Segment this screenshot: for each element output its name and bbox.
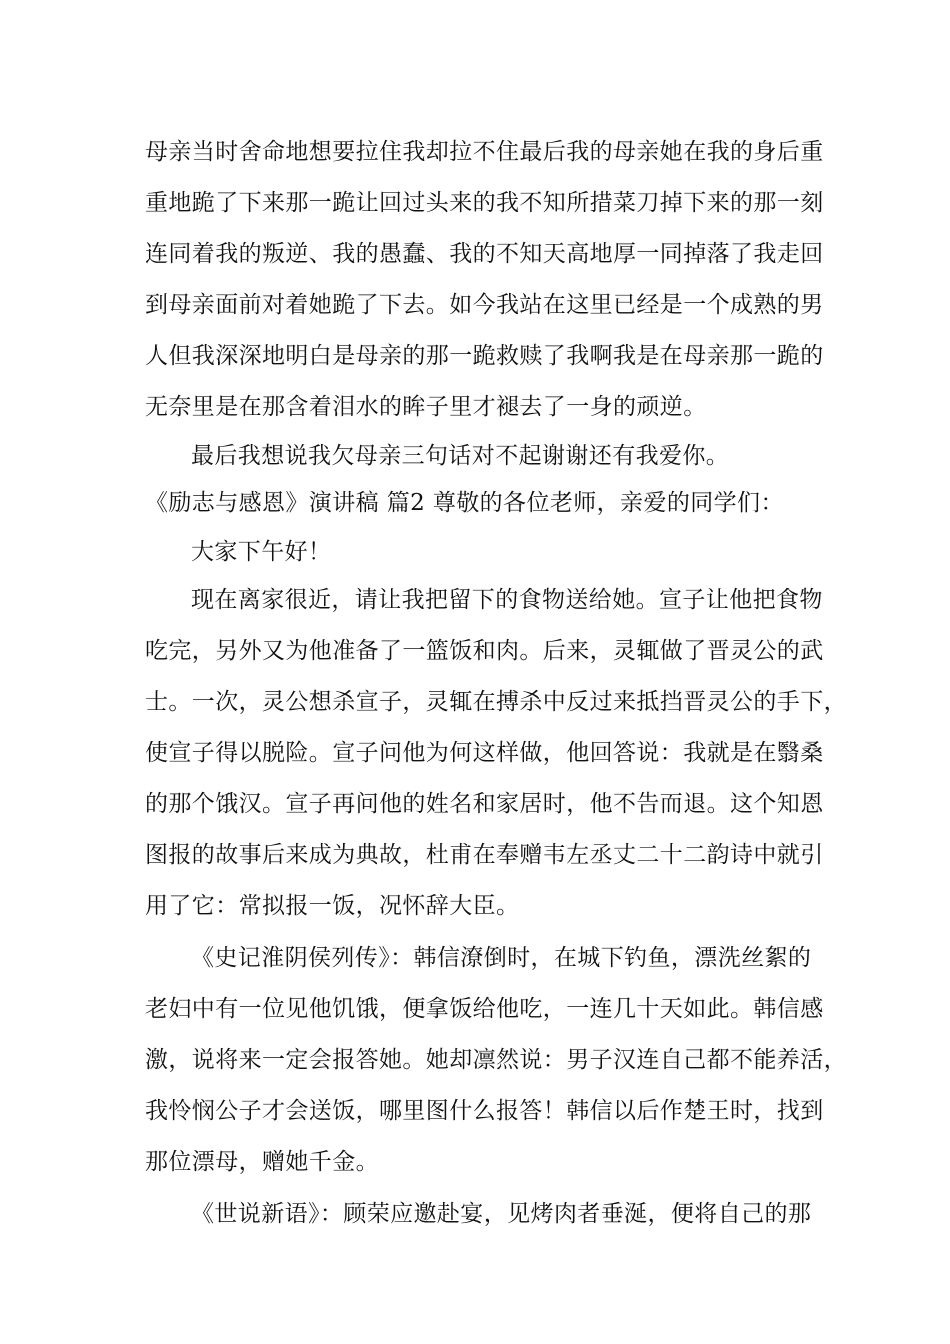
text-line: 无奈里是在那含着泪水的眸子里才褪去了一身的顽逆。	[145, 394, 707, 420]
text-line: 《世说新语》：顾荣应邀赴宴，见烤肉者垂涎，便将自己的那	[191, 1201, 812, 1227]
text-line: 到母亲面前对着她跪了下去。如今我站在这里已经是一个成熟的男	[145, 292, 824, 318]
text-line: 老妇中有一位见他饥饿，便拿饭给他吃，一连几十天如此。韩信感	[145, 996, 824, 1022]
text-line: 连同着我的叛逆、我的愚蠢、我的不知天高地厚一同掉落了我走回	[145, 241, 824, 267]
text-line: 那位漂母，赠她千金。	[145, 1149, 379, 1175]
text-line: 激，说将来一定会报答她。她却凛然说：男子汉连自己都不能养活，	[145, 1047, 847, 1073]
section-heading-line: 《励志与感恩》演讲稿 篇2 尊敬的各位老师，亲爱的同学们：	[145, 490, 784, 516]
text-line: 我怜悯公子才会送饭，哪里图什么报答！韩信以后作楚王时，找到	[145, 1098, 824, 1124]
text-line: 士。一次，灵公想杀宣子，灵辄在搏杀中反过来抵挡晋灵公的手下，	[145, 689, 847, 715]
text-line: 吃完，另外又为他准备了一篮饭和肉。后来，灵辄做了晋灵公的武	[145, 638, 824, 664]
text-line: 母亲当时舍命地想要拉住我却拉不住最后我的母亲她在我的身后重	[145, 139, 824, 165]
text-line: 人但我深深地明白是母亲的那一跪救赎了我啊我是在母亲那一跪的	[145, 343, 824, 369]
text-line: 使宣子得以脱险。宣子问他为何这样做，他回答说：我就是在翳桑	[145, 740, 824, 766]
text-line: 的那个饿汉。宣子再问他的姓名和家居时，他不告而退。这个知恩	[145, 791, 824, 817]
text-line: 用了它：常拟报一饭，况怀辞大臣。	[145, 893, 520, 919]
greeting-line: 大家下午好！	[191, 539, 332, 565]
text-line: 图报的故事后来成为典故，杜甫在奉赠韦左丞丈二十二韵诗中就引	[145, 842, 824, 868]
text-line: 重地跪了下来那一跪让回过头来的我不知所措菜刀掉下来的那一刻	[145, 190, 824, 216]
text-line: 《史记淮阴侯列传》：韩信潦倒时，在城下钓鱼，漂洗丝絮的	[191, 945, 812, 971]
text-line: 现在离家很近，请让我把留下的食物送给她。宣子让他把食物	[191, 587, 823, 613]
text-line: 最后我想说我欠母亲三句话对不起谢谢还有我爱你。	[191, 443, 730, 469]
